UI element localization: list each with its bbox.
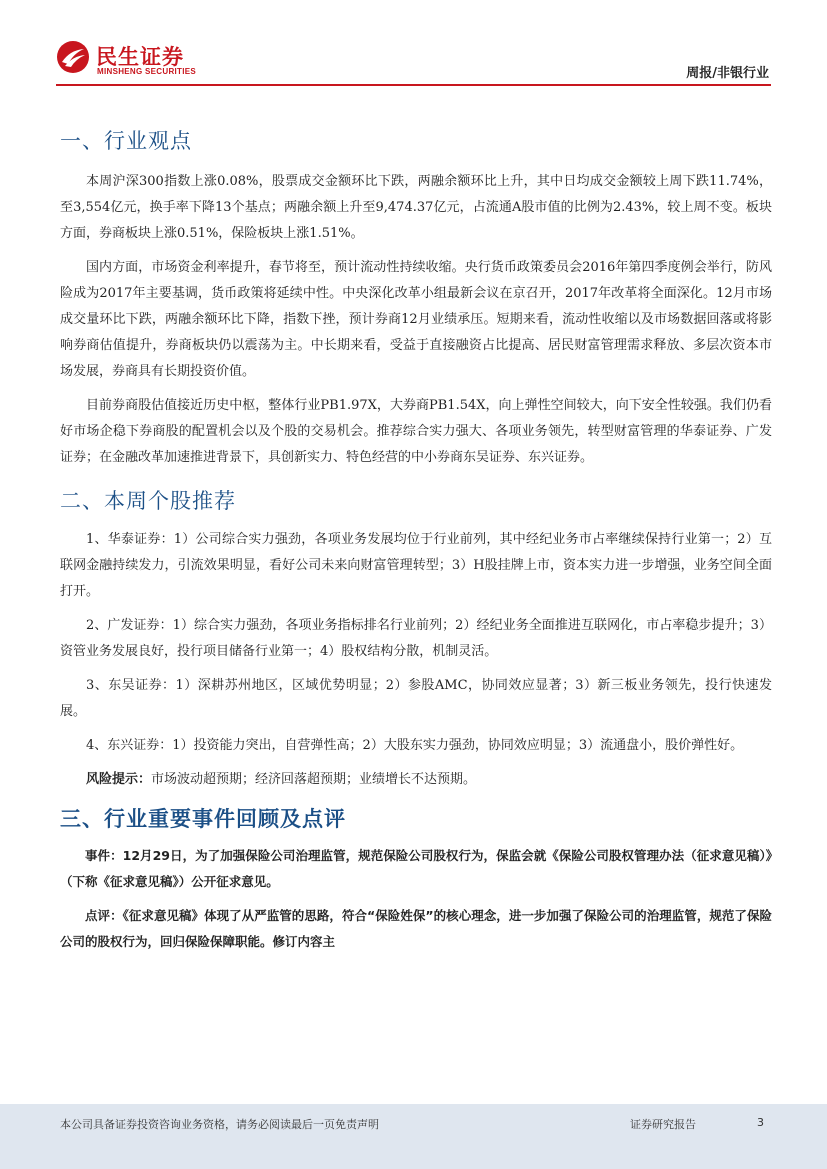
stock-pick-dongwu: 3、东吴证券：1）深耕苏州地区，区域优势明显；2）参股AMC，协同效应显著；3）新三板业务领先，投行快速发展。 [60,678,772,719]
stock-pick-huatai: 1、华泰证券：1）公司综合实力强劲，各项业务发展均位于行业前列，其中经纪业务市占率继续保持行业第一；2）互联网金融持续发力，引流效果明显，看好公司未来向财富管理转型；3）H股挂牌上市，资本实力进一步增强，业务空间全面打开。 [60,532,772,599]
logo-chinese-name: 民生证券 [96,45,184,69]
footer-report-type: 证券研究报告 [630,1118,696,1131]
logo-english-name: MINSHENG SECURITIES [97,67,197,76]
section-title-industry-view: 一、行业观点 [60,129,192,153]
risk-warning-text: 市场波动超预期；经济回落超预期；业绩增长不达预期。 [151,772,477,787]
risk-warning [60,767,772,793]
header-divider [56,84,771,86]
risk-warning-label: 风险提示： [86,772,152,787]
page-number: 3 [757,1116,764,1129]
page-header [0,0,827,90]
stock-pick-dongxing: 4、东兴证券：1）投资能力突出，自营弹性高；2）大股东实力强劲，协同效应明显；3）流通盘小，股价弹性好。 [86,738,744,753]
event-comment: 点评：《征求意见稿》体现了从严监管的思路，符合“保险姓保”的核心理念，进一步加强了保险公司的治理监管，规范了保险公司的股权行为，回归保险保障职能。修订内容主 [60,908,772,949]
footer-disclaimer: 本公司具备证券投资咨询业务资格，请务必阅读最后一页免责声明 [60,1118,379,1131]
section-title-events: 三、行业重要事件回顾及点评 [60,807,346,831]
company-logo [56,40,206,80]
page-footer [0,1104,827,1169]
stock-pick-guangfa: 2、广发证券：1）综合实力强劲，各项业务指标排名行业前列；2）经纪业务全面推进互联网化，市占率稳步提升；3）资管业务发展良好，投行项目储备行业第一；4）股权结构分散，机制灵活。 [60,618,772,659]
report-body [60,125,772,955]
event-description: 事件：12月29日，为了加强保险公司治理监管，规范保险公司股权行为，保监会就《保险公司股权管理办法（征求意见稿）》（下称《征求意见稿》）公开征求意见。 [60,848,772,889]
document-type: 周报/非银行业 [686,66,769,81]
paragraph-market-summary: 本周沪深300指数上涨0.08%，股票成交金额环比下跌，两融余额环比上升，其中日均成交金额较上周下跌11.74%，至3,554亿元，换手率下降13个基点；两融余额上升至9,474.37亿元，占流通A股市值的比例为2.43%，较上周不变。板块方面，券商板块上涨0.51%，保险板块上涨1.51%。 [60,174,772,241]
paragraph-valuation: 目前券商股估值接近历史中枢，整体行业PB1.97X，大券商PB1.54X，向上弹性空间较大，向下安全性较强。我们仍看好市场企稳下券商股的配置机会以及个股的交易机会。推荐综合实力强大、各项业务领先，转型财富管理的华泰证券、广发证券；在金融改革加速推进背景下，具创新实力、特色经营的中小券商东吴证券、东兴证券。 [60,398,772,465]
minsheng-logo-icon [56,40,90,74]
paragraph-domestic-outlook: 国内方面，市场资金利率提升，春节将至，预计流动性持续收缩。央行货币政策委员会2016年第四季度例会举行，防风险成为2017年主要基调，货币政策将延续中性。中央深化改革小组最新会议在京召开，2017年改革将全面深化。12月市场成交量环比下跌，两融余额环比下降，指数下挫，预计券商12月业绩承压。短期来看，流动性收缩以及市场数据回落或将影响券商估值提升，券商板块仍以震荡为主。中长期来看，受益于直接融资占比提高、居民财富管理需求释放、多层次资本市场发展，券商具有长期投资价值。 [60,260,772,379]
section-title-stock-picks: 二、本周个股推荐 [60,489,236,513]
